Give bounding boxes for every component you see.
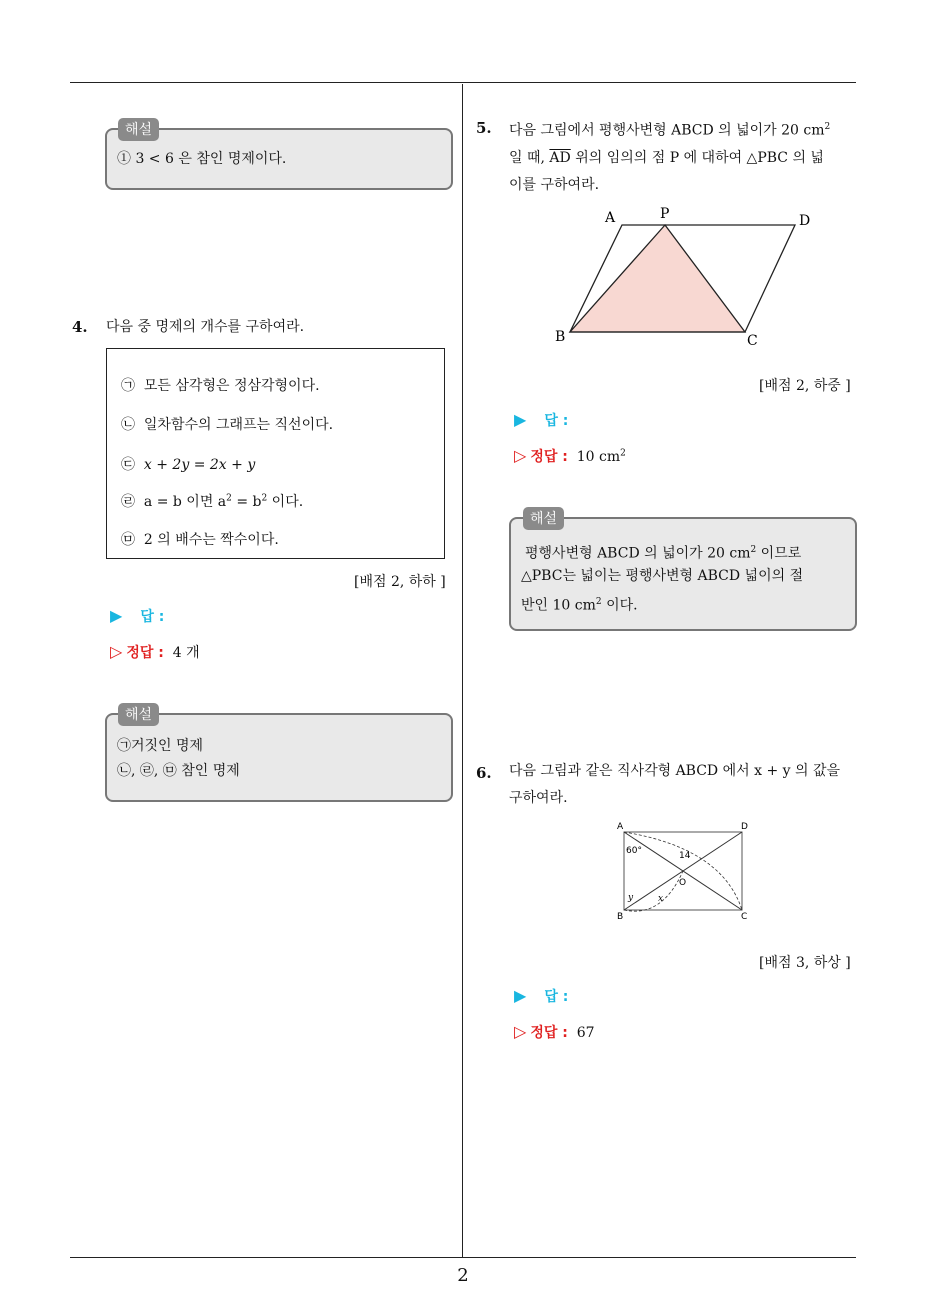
item-mark: ㉡	[121, 417, 135, 433]
label-angle: 60°	[626, 846, 642, 856]
top-rule	[70, 82, 856, 83]
item-text: 이다.	[267, 494, 304, 510]
statement-item	[121, 375, 320, 395]
play-icon: ▶	[110, 606, 123, 625]
explanation-text: 이다.	[601, 597, 638, 614]
item-text: = b	[231, 494, 262, 510]
item-text: 모든 삼각형은 정삼각형이다.	[143, 378, 320, 394]
label-b: B	[617, 912, 624, 922]
correct-answer-row	[514, 1022, 595, 1042]
bottom-rule	[70, 1257, 856, 1258]
question-text-6	[509, 758, 859, 812]
item-text: x + 2y = 2x + y	[143, 457, 256, 473]
item-text: a = b 이면 a	[143, 494, 227, 510]
play-icon: ▶	[514, 410, 527, 429]
question-line: 일 때,	[509, 149, 550, 166]
column-divider	[462, 84, 463, 1257]
correct-label: 정답 :	[126, 645, 164, 661]
superscript: 2	[595, 597, 602, 607]
rectangle-figure	[612, 818, 757, 923]
answer-row	[514, 410, 568, 430]
explanation-text: 평행사변형 ABCD 의 넓이가 20 cm	[525, 545, 751, 562]
explanation-tag: 해설	[118, 118, 159, 141]
correct-label: 정답 :	[530, 449, 568, 465]
question-text-5	[509, 114, 859, 199]
label-b: B	[555, 329, 566, 345]
correct-value: 10 cm	[576, 449, 621, 465]
points-label: [배점 3, 하상 ]	[759, 955, 851, 971]
explanation-text: 반인 10 cm	[521, 597, 596, 614]
item-mark: ㉤	[121, 532, 135, 548]
label-c: C	[747, 333, 758, 349]
explanation-line	[521, 589, 638, 619]
question-number-5: 5.	[476, 119, 492, 137]
question-line: 이를 구하여라.	[509, 176, 600, 193]
answer-label: 답 :	[544, 989, 569, 1005]
label-p: P	[660, 206, 670, 222]
statement-item	[121, 529, 279, 549]
answer-row	[110, 606, 164, 626]
item-text: 일차함수의 그래프는 직선이다.	[143, 417, 334, 433]
play-icon: ▶	[514, 986, 527, 1005]
superscript: 2	[620, 448, 626, 459]
item-mark: ㉢	[121, 457, 135, 473]
points-label: [배점 2, 하하 ]	[354, 574, 446, 590]
outline-triangle-icon: ▷	[514, 1022, 527, 1041]
explanation-tag: 해설	[118, 703, 159, 726]
statement-item	[121, 414, 333, 434]
question-line: 구하여라.	[509, 790, 568, 806]
explanation-text: 이므로	[756, 545, 802, 562]
answer-label: 답 :	[544, 413, 569, 429]
statement-list-box	[106, 348, 445, 559]
correct-answer-row	[514, 446, 626, 466]
question-number-6: 6.	[476, 764, 492, 782]
explanation-box-3	[509, 517, 857, 631]
correct-value: 67	[576, 1025, 595, 1041]
label-a: A	[605, 210, 616, 226]
answer-row	[514, 986, 568, 1006]
item-mark: ㉣	[121, 494, 135, 510]
item-mark: ㉠	[121, 378, 135, 394]
page-number: 2	[457, 1265, 469, 1286]
question-line: 다음 그림과 같은 직사각형 ABCD 에서 x + y 의 값을	[509, 763, 841, 779]
label-length: 14	[679, 851, 691, 861]
statement-item	[121, 454, 255, 474]
label-d: D	[741, 822, 748, 832]
superscript: 2	[226, 493, 232, 504]
superscript: 2	[261, 493, 268, 504]
superscript: 2	[824, 122, 831, 132]
outline-triangle-icon: ▷	[110, 642, 123, 661]
question-text-4: 다음 중 명제의 개수를 구하여라.	[106, 319, 305, 335]
label-d: D	[799, 213, 811, 229]
explanation-line: △PBC는 넓이는 평행사변형 ABCD 넓이의 절	[521, 568, 804, 584]
question-line: 위의 임의의 점 P 에 대하여 △PBC 의 넓	[570, 149, 824, 166]
outline-triangle-icon: ▷	[514, 446, 527, 465]
label-o: O	[679, 878, 687, 888]
label-c: C	[741, 912, 748, 922]
question-line: 다음 그림에서 평행사변형 ABCD 의 넓이가 20 cm	[509, 122, 825, 139]
answer-label: 답 :	[140, 609, 165, 625]
explanation-box-2	[105, 713, 453, 802]
correct-value: 4 개	[172, 645, 200, 661]
correct-label: 정답 :	[530, 1025, 568, 1041]
explanation-tag: 해설	[523, 507, 564, 530]
label-x: x	[658, 894, 664, 904]
superscript: 2	[750, 545, 757, 555]
explanation-text: ① 3 < 6 은 참인 명제이다.	[117, 151, 287, 167]
segment-ad: $\overline{AD}$	[549, 149, 571, 166]
explanation-line: ㉡, ㉣, ㉤ 참인 명제	[117, 763, 240, 779]
correct-answer-row	[110, 642, 200, 662]
question-number-4: 4.	[72, 318, 88, 336]
explanation-line: ㉠거짓인 명제	[117, 738, 204, 754]
statement-item	[121, 491, 303, 511]
points-label: [배점 2, 하중 ]	[759, 378, 851, 394]
parallelogram-figure	[550, 200, 820, 350]
label-a: A	[617, 822, 624, 832]
item-text: 2 의 배수는 짝수이다.	[143, 532, 279, 548]
label-y: y	[628, 893, 634, 903]
